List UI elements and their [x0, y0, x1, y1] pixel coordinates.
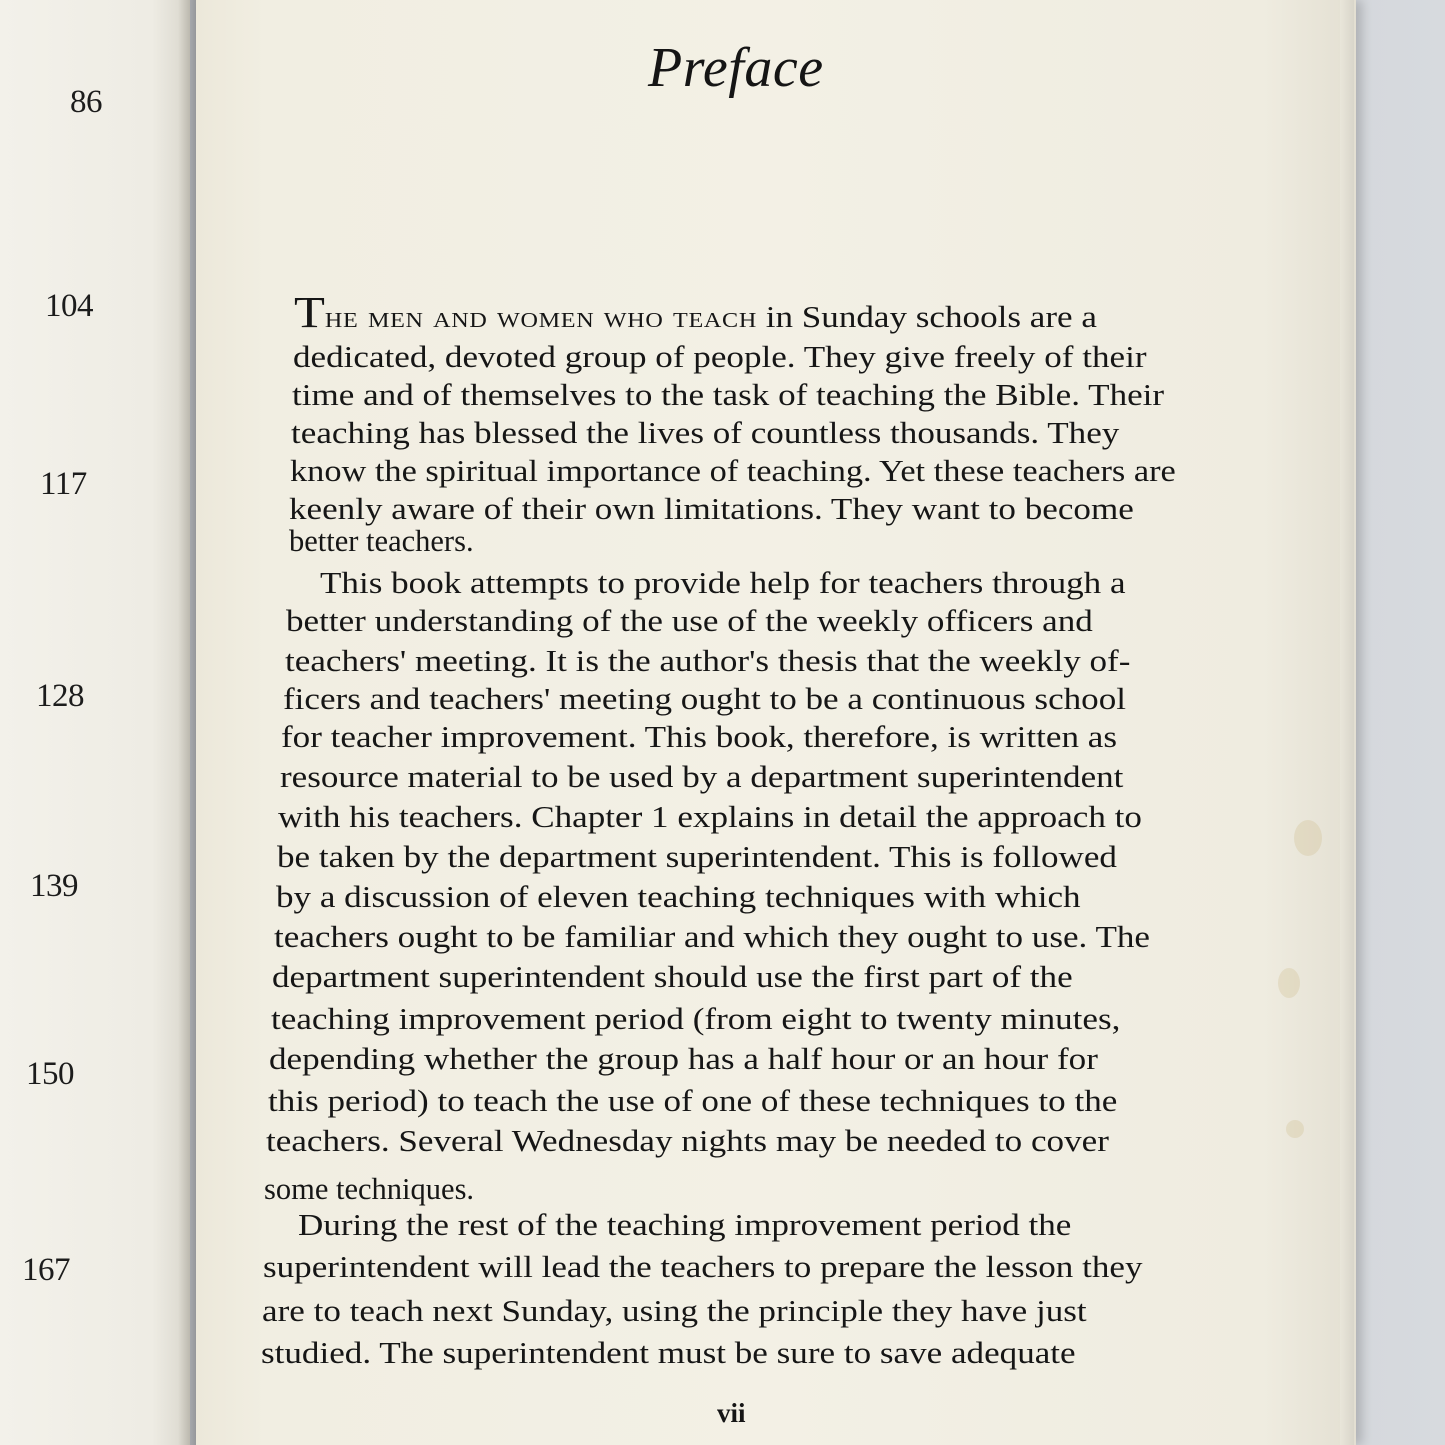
page-edge [1340, 0, 1354, 1445]
text-line: with his teachers. Chapter 1 explains in detail the approach to [278, 800, 1142, 834]
contents-page-number: 86 [70, 84, 102, 120]
text-line: time and of themselves to the task of teaching the Bible. Their [292, 378, 1165, 412]
text-line: better teachers. [289, 524, 474, 558]
text-line: teachers ought to be familiar and which they ought to use. The [274, 920, 1150, 954]
drop-cap: T [294, 288, 325, 337]
text-line: resource material to be used by a department superintendent [280, 760, 1124, 794]
text-line: superintendent will lead the teachers to prepare the lesson they [263, 1250, 1143, 1284]
text-line: are to teach next Sunday, using the principle they have just [262, 1294, 1087, 1328]
text-line: dedicated, devoted group of people. They give freely of their [293, 340, 1147, 374]
text-line: keenly aware of their own limitations. They want to become [289, 492, 1134, 526]
page-folio: vii [717, 1398, 746, 1428]
first-line-rest: in Sunday schools are a [756, 300, 1097, 334]
contents-page-number: 117 [40, 466, 87, 502]
text-line: know the spiritual importance of teaching. Yet these teachers are [290, 454, 1176, 488]
text-line: be taken by the department superintendent. This is followed [277, 840, 1117, 874]
contents-page-number: 150 [26, 1056, 74, 1092]
text-line: this period) to teach the use of one of these techniques to the [268, 1084, 1118, 1118]
text-line: During the rest of the teaching improvement period the [298, 1208, 1072, 1242]
text-line: by a discussion of eleven teaching techniques with which [276, 880, 1081, 914]
text-line: ficers and teachers' meeting ought to be a continuous school [283, 682, 1127, 716]
paper-stain [1278, 968, 1300, 998]
text-line [294, 288, 1097, 337]
text-line: depending whether the group has a half hour or an hour for [269, 1042, 1098, 1076]
text-line: better understanding of the use of the weekly officers and [286, 604, 1093, 638]
text-line: teaching has blessed the lives of countless thousands. They [291, 416, 1120, 450]
text-line: some techniques. [264, 1172, 475, 1206]
text-line: teachers' meeting. It is the author's thesis that the weekly of- [285, 644, 1131, 678]
contents-page-number: 167 [22, 1252, 70, 1288]
paper-stain [1294, 820, 1322, 856]
text-line: studied. The superintendent must be sure to save adequate [261, 1336, 1076, 1370]
text-line: teaching improvement period (from eight to twenty minutes, [271, 1002, 1121, 1036]
contents-page-number: 139 [30, 868, 78, 904]
text-line: department superintendent should use the first part of the [272, 960, 1073, 994]
text-line: This book attempts to provide help for teachers through a [320, 566, 1126, 600]
text-line: teachers. Several Wednesday nights may be needed to cover [266, 1124, 1109, 1158]
left-facing-page [0, 0, 190, 1445]
page-title: Preface [648, 37, 824, 99]
paper-stain [1286, 1120, 1304, 1138]
contents-page-number: 104 [45, 288, 93, 324]
small-caps-lead: he men and women who teach [324, 300, 757, 334]
contents-page-number: 128 [36, 678, 84, 714]
text-line: for teacher improvement. This book, therefore, is written as [281, 720, 1118, 754]
